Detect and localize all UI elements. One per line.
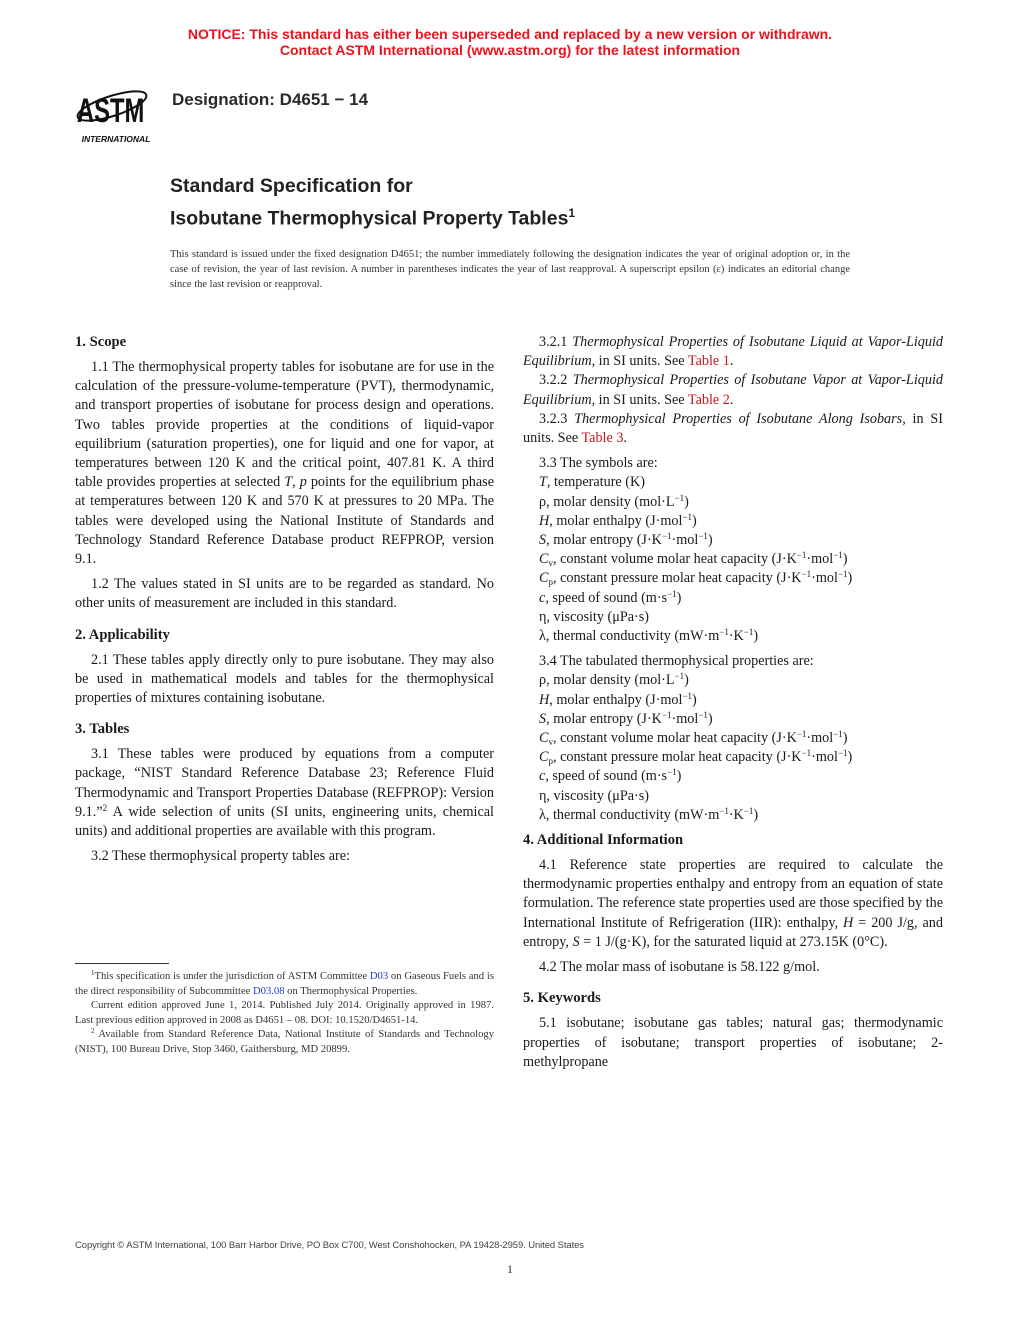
footnote-divider [75, 963, 169, 964]
title-footnote-ref[interactable]: 1 [568, 206, 576, 220]
footnote-1: $^1$This specification is under the jurisdiction of ASTM Committee D03 on Gaseous Fuels and is the direct responsibility of Subcommittee D03.08 on Thermophysical Properties. [75, 969, 494, 997]
footnote-2: $^2$ Available from Standard Reference Data, National Institute of Standards and Technology (NIST), 100 Bureau Drive, Stop 3460, Gaithersburg, MD 20899. [75, 1027, 494, 1055]
properties-list [523, 671, 943, 825]
document-title [170, 173, 575, 233]
section-heading-tables: 3. Tables [75, 721, 130, 738]
table-1-link[interactable]: Table 1 [687, 353, 730, 370]
section-heading-applicability: 2. Applicability [75, 626, 170, 643]
paragraph-1-1: 1.1 The thermophysical property tables for isobutane are for use in the calculation of the pressure-volume-temperature (PVT), thermodynamic, and transport properties of isobutane for process design and operations. Two tables provide properties at the conditions of liquid-vapor equilibrium (saturation properties), one for liquid and one for vapor, at temperatures between 120 K and the critical point, 407.81 K. A third table provides properties at selected T, p points for the equilibrium phase at temperatures between 120 K and 570 K at pressures to 20 MPa. The tables were developed using the National Institute of Standards and Technology Standard Reference Database product REFPROP, version 9.1. [75, 359, 494, 568]
table-3-link[interactable]: Table 3 [581, 430, 624, 447]
property-definition: c, speed of sound $(m\cdot s^{-1})$ [539, 767, 682, 785]
symbol-definition: $C_v$, constant volume molar heat capacity $(J\cdot K^{-1}\cdot mol^{-1})$ [539, 550, 848, 569]
section-heading-scope: 1. Scope [75, 334, 127, 350]
notice-line-1: NOTICE: This standard has either been superseded and replaced by a new version or withdrawn. [187, 26, 833, 42]
designation: Designation: D4651 − 14 [172, 90, 369, 109]
withdrawal-notice [0, 26, 1020, 58]
logo-letters: ASTM [76, 91, 145, 131]
preamble: This standard is issued under the fixed designation D4651; the number immediately following the designation indicates the year of original adoption or, in the case of revision, the year of last revision. A number in parentheses indicates the year of last reapproval. A superscript epsilon (ε) indicates an editorial change since the last revision or reapproval. [170, 249, 850, 290]
copyright-notice: Copyright © ASTM International, 100 Barr Harbor Drive, PO Box C700, West Conshohocken, PA 19428-2959. United States [75, 1240, 584, 1251]
symbol-definition: $C_p$, constant pressure molar heat capacity $(J\cdot K^{-1}\cdot mol^{-1})$ [539, 569, 853, 588]
notice-line-2: Contact ASTM International (www.astm.org) for the latest information [279, 42, 741, 58]
section-heading-keywords: 5. Keywords [523, 990, 601, 1007]
property-definition: $C_p$, constant pressure molar heat capacity $(J\cdot K^{-1}\cdot mol^{-1})$ [539, 748, 853, 767]
logo-subtitle: INTERNATIONAL [81, 134, 151, 144]
symbols-list [523, 473, 943, 646]
symbol-definition: H, molar enthalpy (J·mol$^{-1}$) [539, 511, 697, 529]
committee-d03-link[interactable]: D03 [369, 971, 389, 982]
property-definition: η, viscosity (μPa·s) [539, 787, 649, 804]
footnotes [75, 970, 494, 1058]
paragraph-2-1: 2.1 These tables apply directly only to pure isobutane. They may also be used in mathematical models and tables for the thermophysical properties of mixtures containing isobutane. [75, 651, 494, 707]
astm-logo-icon [70, 76, 162, 146]
left-column [75, 333, 494, 866]
property-definition: S, molar entropy $(J\cdot K^{-1}\cdot mol^{-1})$ [539, 709, 713, 727]
page-number: 1 [507, 1262, 513, 1276]
table-item-3-2-2: 3.2.2 Thermophysical Properties of Isobutane Vapor at Vapor-Liquid Equilibrium, in SI units. See Table 2. [523, 372, 943, 408]
paragraph-4-1: 4.1 Reference state properties are required to calculate the thermodynamic properties enthalpy and entropy from an equation of state formulation. The reference state properties used are those specified by the International Institute of Refrigeration (IIR): enthalpy, H = 200 J/g, and entropy, S = 1 J/(g·K), for the saturated liquid at 273.15K (0°C). [523, 857, 943, 950]
footnote-edition: Current edition approved June 1, 2014. Published July 2014. Originally approved in 1987. Last previous edition approved in 2008 as D4651 – 08. DOI: 10.1520/D4651-14. [75, 1000, 494, 1026]
title-line-1: Standard Specification for [170, 175, 413, 197]
property-definition: ρ, molar density $(mol\cdot L^{-1})$ [539, 671, 689, 689]
table-2-link[interactable]: Table 2 [687, 391, 730, 408]
symbol-definition: λ, thermal conductivity $(mW\cdot m^{-1}\cdot K^{-1})$ [539, 627, 759, 645]
paragraph-1-2: 1.2 The values stated in SI units are to be regarded as standard. No other units of measurement are included in this standard. [75, 576, 494, 612]
property-definition: λ, thermal conductivity $(mW\cdot m^{-1}\cdot K^{-1})$ [539, 805, 759, 823]
title-line-2: Isobutane Thermophysical Property Tables$^1$ [170, 206, 576, 230]
symbol-definition: ρ, molar density $(mol\cdot L^{-1})$ [539, 492, 689, 510]
property-definition: H, molar enthalpy (J·mol$^{-1}$) [539, 690, 697, 708]
property-definition: $C_v$, constant volume molar heat capacity $(J\cdot K^{-1}\cdot mol^{-1})$ [539, 729, 848, 748]
symbol-definition: T, temperature (K) [539, 474, 645, 491]
paragraph-3-3: 3.3 The symbols are: [539, 455, 658, 472]
right-column [523, 333, 943, 1072]
footnote-ref-2[interactable]: 2 [102, 802, 108, 813]
symbol-definition: S, molar entropy $(J\cdot K^{-1}\cdot mol^{-1})$ [539, 531, 713, 549]
subcommittee-d03-08-link[interactable]: D03.08 [253, 985, 285, 997]
paragraph-4-2: 4.2 The molar mass of isobutane is 58.122 g/mol. [539, 959, 820, 976]
table-item-3-2-3: 3.2.3 Thermophysical Properties of Isobutane Along Isobars, in SI units. See Table 3. [523, 410, 944, 447]
section-heading-additional-information: 4. Additional Information [523, 832, 684, 849]
paragraph-3-4: 3.4 The tabulated thermophysical properties are: [539, 653, 814, 670]
table-item-3-2-1: 3.2.1 Thermophysical Properties of Isobutane Liquid at Vapor-Liquid Equilibrium, in SI units. See Table 1. [523, 334, 944, 370]
symbol-definition: c, speed of sound $(m\cdot s^{-1})$ [539, 588, 682, 606]
paragraph-3-1: 3.1 These tables were produced by equations from a computer package, “NIST Standard Reference Database 23; Reference Fluid Thermodynamic and Transport Properties Database (REFPROP): Version 9.1.”$^2$ A wide selection of units (SI units, engineering units, chemical units) and additional properties are available with this program. [75, 746, 494, 840]
paragraph-5-1: 5.1 isobutane; isobutane gas tables; natural gas; thermodynamic properties of isobutane; transport properties of isobutane; 2-methylpropane [523, 1015, 943, 1070]
symbol-definition: η, viscosity (μPa·s) [539, 608, 649, 625]
paragraph-3-2: 3.2 These thermophysical property tables are: [91, 848, 350, 865]
